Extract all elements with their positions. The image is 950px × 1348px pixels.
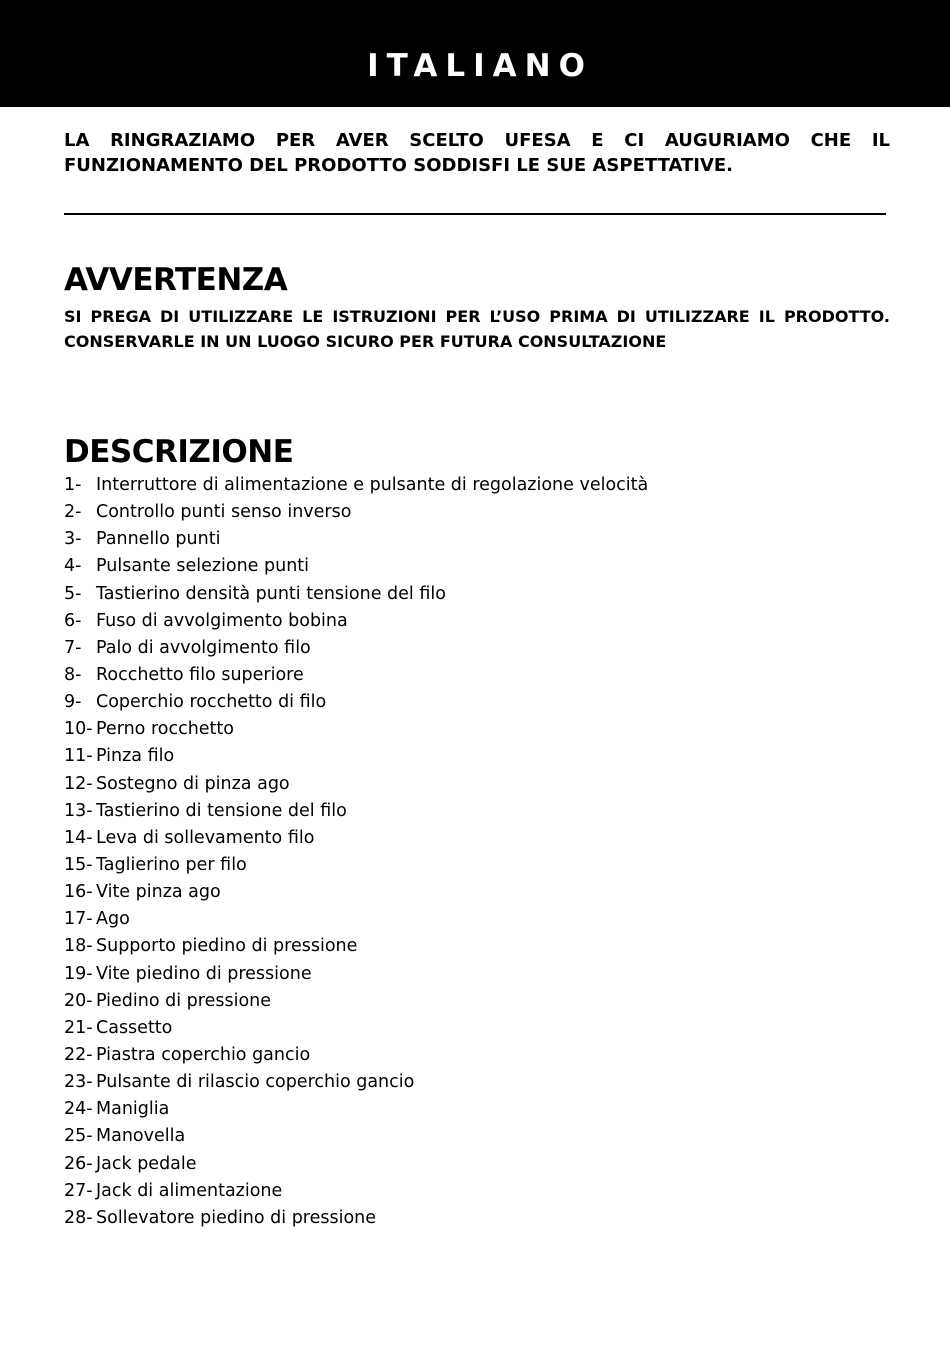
part-number: 26- [64, 1153, 93, 1174]
part-label: Tastierino di tensione del filo [96, 800, 347, 821]
warning-paragraph: SI PREGA DI UTILIZZARE LE ISTRUZIONI PER L’USO PRIMA DI UTILIZZARE IL PRODOTTO. CONSERVARLE IN UN LUOGO SICURO PER FUTURA CONSULTAZIONE [64, 307, 890, 351]
part-number: 7- [64, 637, 82, 658]
list-item [64, 798, 648, 825]
part-number: 1- [64, 475, 82, 495]
part-number: 15- [64, 854, 93, 875]
part-label: Jack pedale [96, 1153, 197, 1174]
list-item [64, 1042, 648, 1069]
part-label: Manovella [96, 1126, 186, 1147]
part-number: 11- [64, 746, 93, 767]
list-item [64, 1123, 648, 1150]
part-label: Leva di sollevamento filo [96, 827, 315, 848]
part-number: 24- [64, 1099, 93, 1120]
part-number: 20- [64, 990, 93, 1011]
part-label: Tastierino densità punti tensione del filo [96, 583, 446, 604]
part-number: 28- [64, 1207, 93, 1228]
part-number: 12- [64, 773, 93, 794]
part-label: Pulsante di rilascio coperchio gancio [96, 1072, 415, 1093]
list-item [64, 825, 648, 852]
part-number: 19- [64, 963, 93, 984]
list-item [64, 581, 648, 608]
part-label: Vite pinza ago [96, 882, 221, 903]
part-number: 2- [64, 502, 82, 523]
part-label: Palo di avvolgimento filo [96, 637, 311, 658]
list-item [64, 771, 648, 798]
part-number: 21- [64, 1017, 93, 1038]
description-heading: DESCRIZIONE [64, 434, 294, 470]
list-item [64, 689, 648, 716]
list-item [64, 553, 648, 580]
list-item [64, 608, 648, 635]
part-label: Pannello punti [96, 529, 221, 550]
part-label: Pulsante selezione punti [96, 556, 310, 577]
part-label: Cassetto [96, 1017, 173, 1038]
part-number: 6- [64, 610, 82, 631]
list-item [64, 879, 648, 906]
section-divider [64, 213, 886, 215]
part-number: 8- [64, 664, 82, 685]
part-label: Sollevatore piedino di pressione [96, 1207, 377, 1228]
list-item [64, 1069, 648, 1096]
part-label: Taglierino per filo [96, 854, 247, 875]
language-header-bar [0, 0, 950, 107]
part-label: Coperchio rocchetto di filo [96, 692, 327, 713]
part-label: Vite piedino di pressione [96, 963, 312, 984]
part-label: Interruttore di alimentazione e pulsante di regolazione velocità [96, 475, 649, 495]
part-label: Fuso di avvolgimento bobina [96, 610, 348, 631]
part-number: 17- [64, 909, 93, 930]
part-number: 13- [64, 800, 93, 821]
part-label: Piastra coperchio gancio [96, 1044, 311, 1065]
list-item [64, 906, 648, 933]
list-item [64, 1205, 648, 1232]
part-label: Piedino di pressione [96, 990, 272, 1011]
part-number: 16- [64, 882, 93, 903]
part-label: Supporto piedino di pressione [96, 936, 358, 957]
list-item [64, 499, 648, 526]
warning-heading: AVVERTENZA [64, 262, 288, 298]
list-item [64, 716, 648, 743]
list-item [64, 472, 648, 499]
part-label: Sostegno di pinza ago [96, 773, 290, 794]
part-number: 18- [64, 936, 93, 957]
part-label: Jack di alimentazione [96, 1180, 283, 1201]
part-number: 4- [64, 556, 82, 577]
list-item [64, 961, 648, 988]
list-item [64, 1178, 648, 1205]
part-number: 9- [64, 692, 82, 713]
part-label: Rocchetto filo superiore [96, 664, 304, 685]
part-number: 27- [64, 1180, 93, 1201]
language-title: ITALIANO [367, 48, 593, 84]
part-number: 22- [64, 1044, 93, 1065]
list-item [64, 743, 648, 770]
part-number: 10- [64, 719, 93, 740]
part-number: 5- [64, 583, 82, 604]
list-item [64, 933, 648, 960]
list-item [64, 1096, 648, 1123]
part-number: 3- [64, 529, 82, 550]
part-number: 14- [64, 827, 93, 848]
list-item [64, 526, 648, 553]
list-item [64, 852, 648, 879]
list-item [64, 1151, 648, 1178]
part-label: Controllo punti senso inverso [96, 502, 352, 523]
part-label: Ago [96, 909, 130, 930]
list-item [64, 662, 648, 689]
list-item [64, 635, 648, 662]
part-label: Maniglia [96, 1099, 170, 1120]
parts-list [64, 472, 648, 1232]
list-item [64, 988, 648, 1015]
list-item [64, 1015, 648, 1042]
thank-you-paragraph: LA RINGRAZIAMO PER AVER SCELTO UFESA E CI AUGURIAMO CHE IL FUNZIONAMENTO DEL PRODOTTO SODDISFI LE SUE ASPETTATIVE. [64, 130, 890, 176]
part-number: 25- [64, 1126, 93, 1147]
part-label: Perno rocchetto [96, 719, 234, 740]
part-label: Pinza filo [96, 746, 175, 767]
part-number: 23- [64, 1072, 93, 1093]
